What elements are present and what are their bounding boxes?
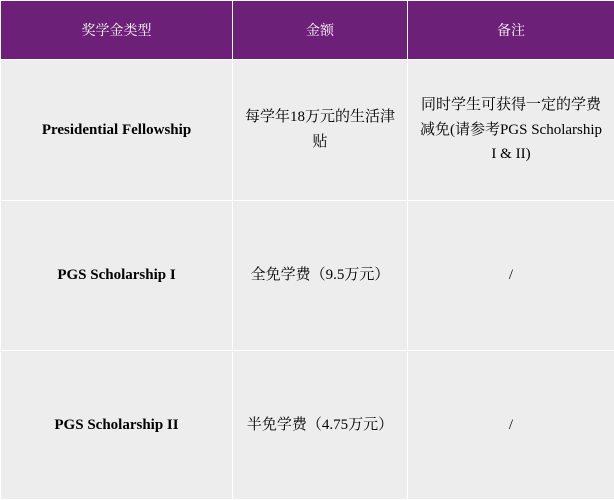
table-row bbox=[1, 60, 614, 201]
table-header bbox=[1, 1, 614, 60]
table-row bbox=[1, 201, 614, 351]
column-header-type: 奖学金类型 bbox=[1, 1, 233, 60]
table-body bbox=[1, 60, 614, 500]
table-row bbox=[1, 351, 614, 500]
cell-scholarship-type: PGS Scholarship I bbox=[1, 201, 233, 351]
cell-amount: 半免学费（4.75万元） bbox=[233, 351, 408, 500]
cell-remark: / bbox=[408, 201, 614, 351]
cell-scholarship-type: Presidential Fellowship bbox=[1, 60, 233, 201]
cell-amount: 每学年18万元的生活津贴 bbox=[233, 60, 408, 201]
column-header-remark: 备注 bbox=[408, 1, 614, 60]
cell-scholarship-type: PGS Scholarship II bbox=[1, 351, 233, 500]
cell-remark: / bbox=[408, 351, 614, 500]
column-header-amount: 金额 bbox=[233, 1, 408, 60]
cell-amount: 全免学费（9.5万元） bbox=[233, 201, 408, 351]
cell-remark: 同时学生可获得一定的学费减免(请参考PGS Scholarship I & II) bbox=[408, 60, 614, 201]
table-header-row bbox=[1, 1, 614, 60]
